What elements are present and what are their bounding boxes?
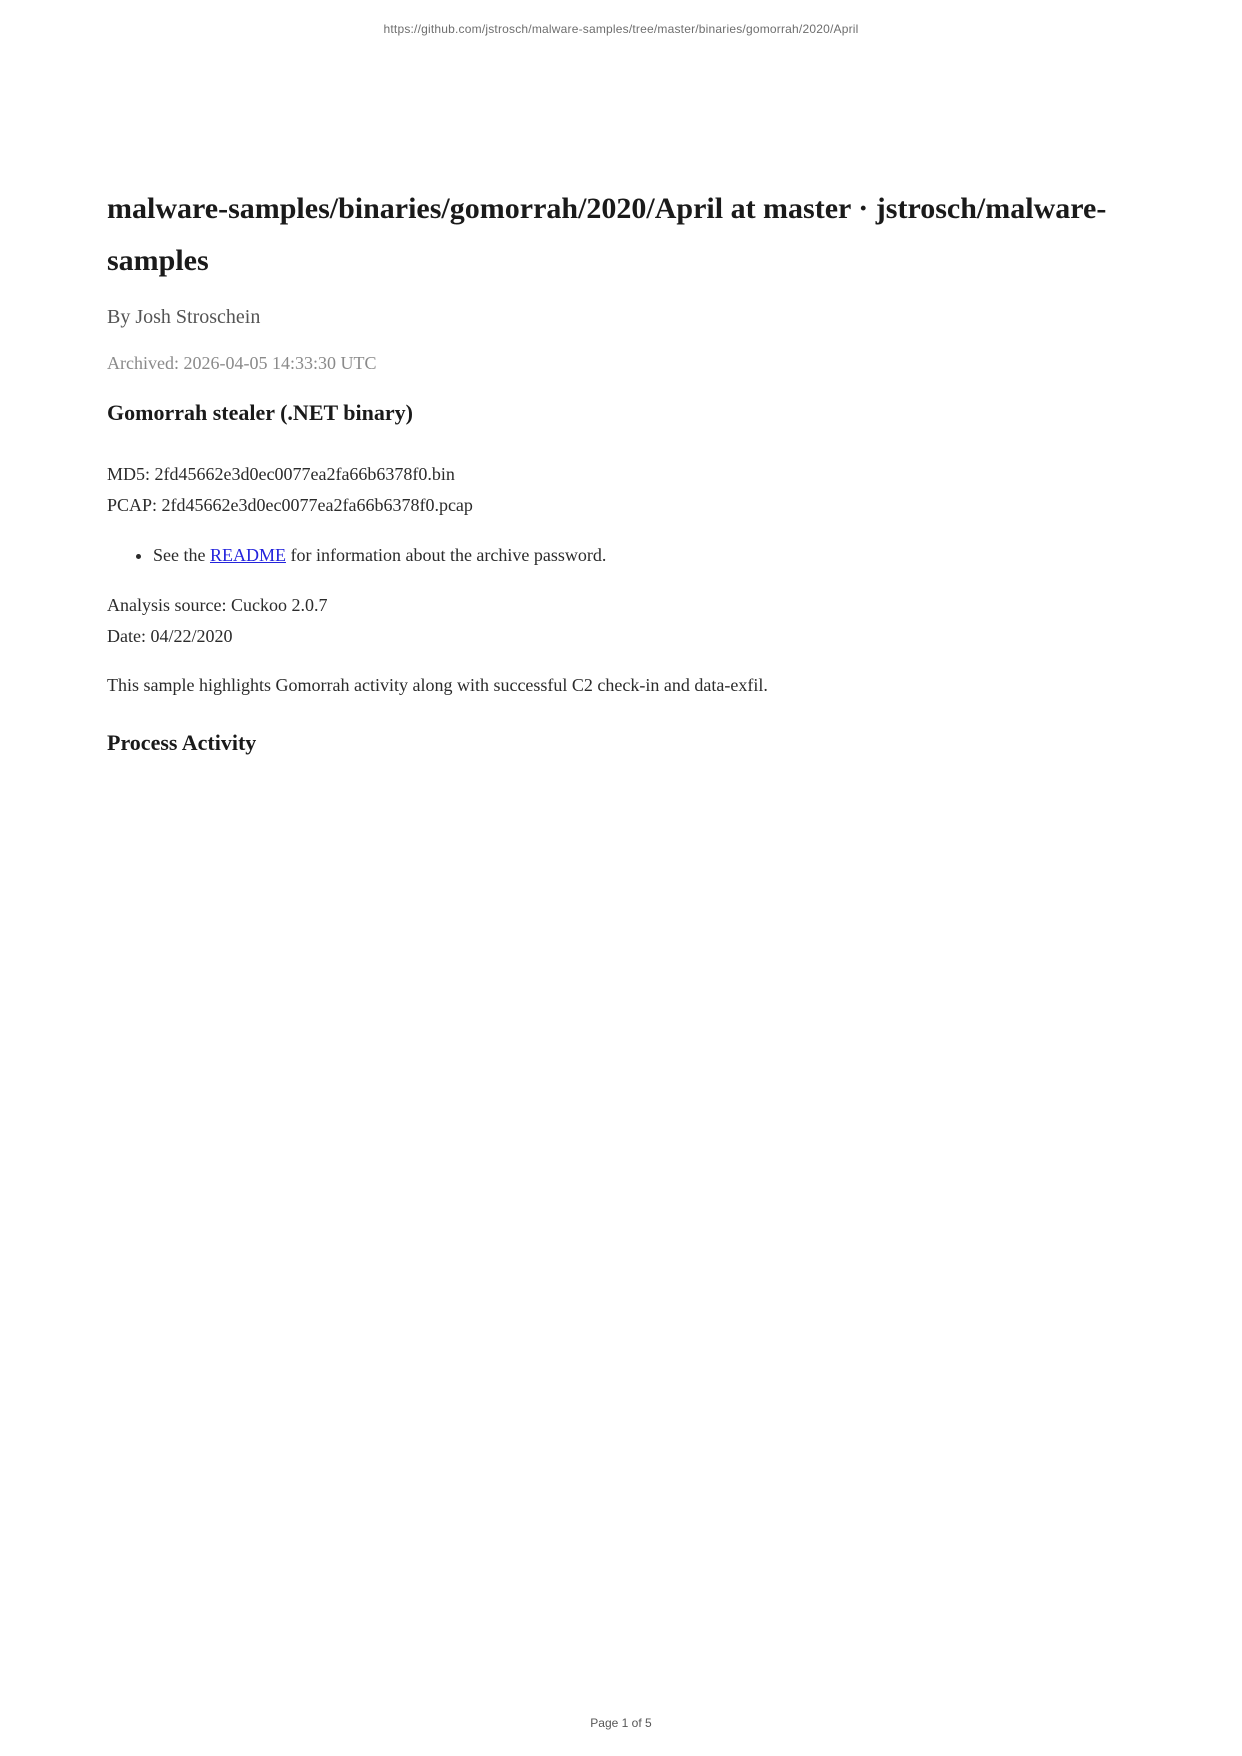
- section-heading-process-activity: Process Activity: [107, 730, 257, 755]
- notes-list: [107, 541, 1135, 569]
- section-heading-gomorrah-stealer: Gomorrah stealer (.NET binary): [107, 400, 413, 425]
- readme-link[interactable]: README: [209, 545, 286, 565]
- page-title: malware-samples/binaries/gomorrah/2020/April at master · jstrosch/malware-samples: [107, 192, 1107, 277]
- sample-summary: This sample highlights Gomorrah activity along with successful C2 check-in and data-exfil.: [107, 675, 768, 695]
- page-number-footer: Page 1 of 5: [590, 1716, 652, 1730]
- readme-note-suffix: for information about the archive password.: [285, 545, 607, 565]
- analysis-meta: [107, 590, 1135, 652]
- archived-timestamp: Archived: 2026-04-05 14:33:30 UTC: [107, 353, 377, 373]
- analysis-date-line: Date: 04/22/2020: [107, 626, 233, 646]
- md5-line: MD5: 2fd45662e3d0ec0077ea2fa66b6378f0.bin: [107, 464, 455, 484]
- analysis-source-line: Analysis source: Cuckoo 2.0.7: [107, 595, 328, 615]
- print-header-url: https://github.com/jstrosch/malware-samples/tree/master/binaries/gomorrah/2020/April: [383, 22, 859, 36]
- readme-note-prefix: See the: [153, 545, 210, 565]
- pcap-line: PCAP: 2fd45662e3d0ec0077ea2fa66b6378f0.pcap: [107, 495, 473, 515]
- author-byline: By Josh Stroschein: [107, 306, 261, 328]
- readme-note-item: [153, 541, 1135, 569]
- hash-lines: [107, 459, 1135, 521]
